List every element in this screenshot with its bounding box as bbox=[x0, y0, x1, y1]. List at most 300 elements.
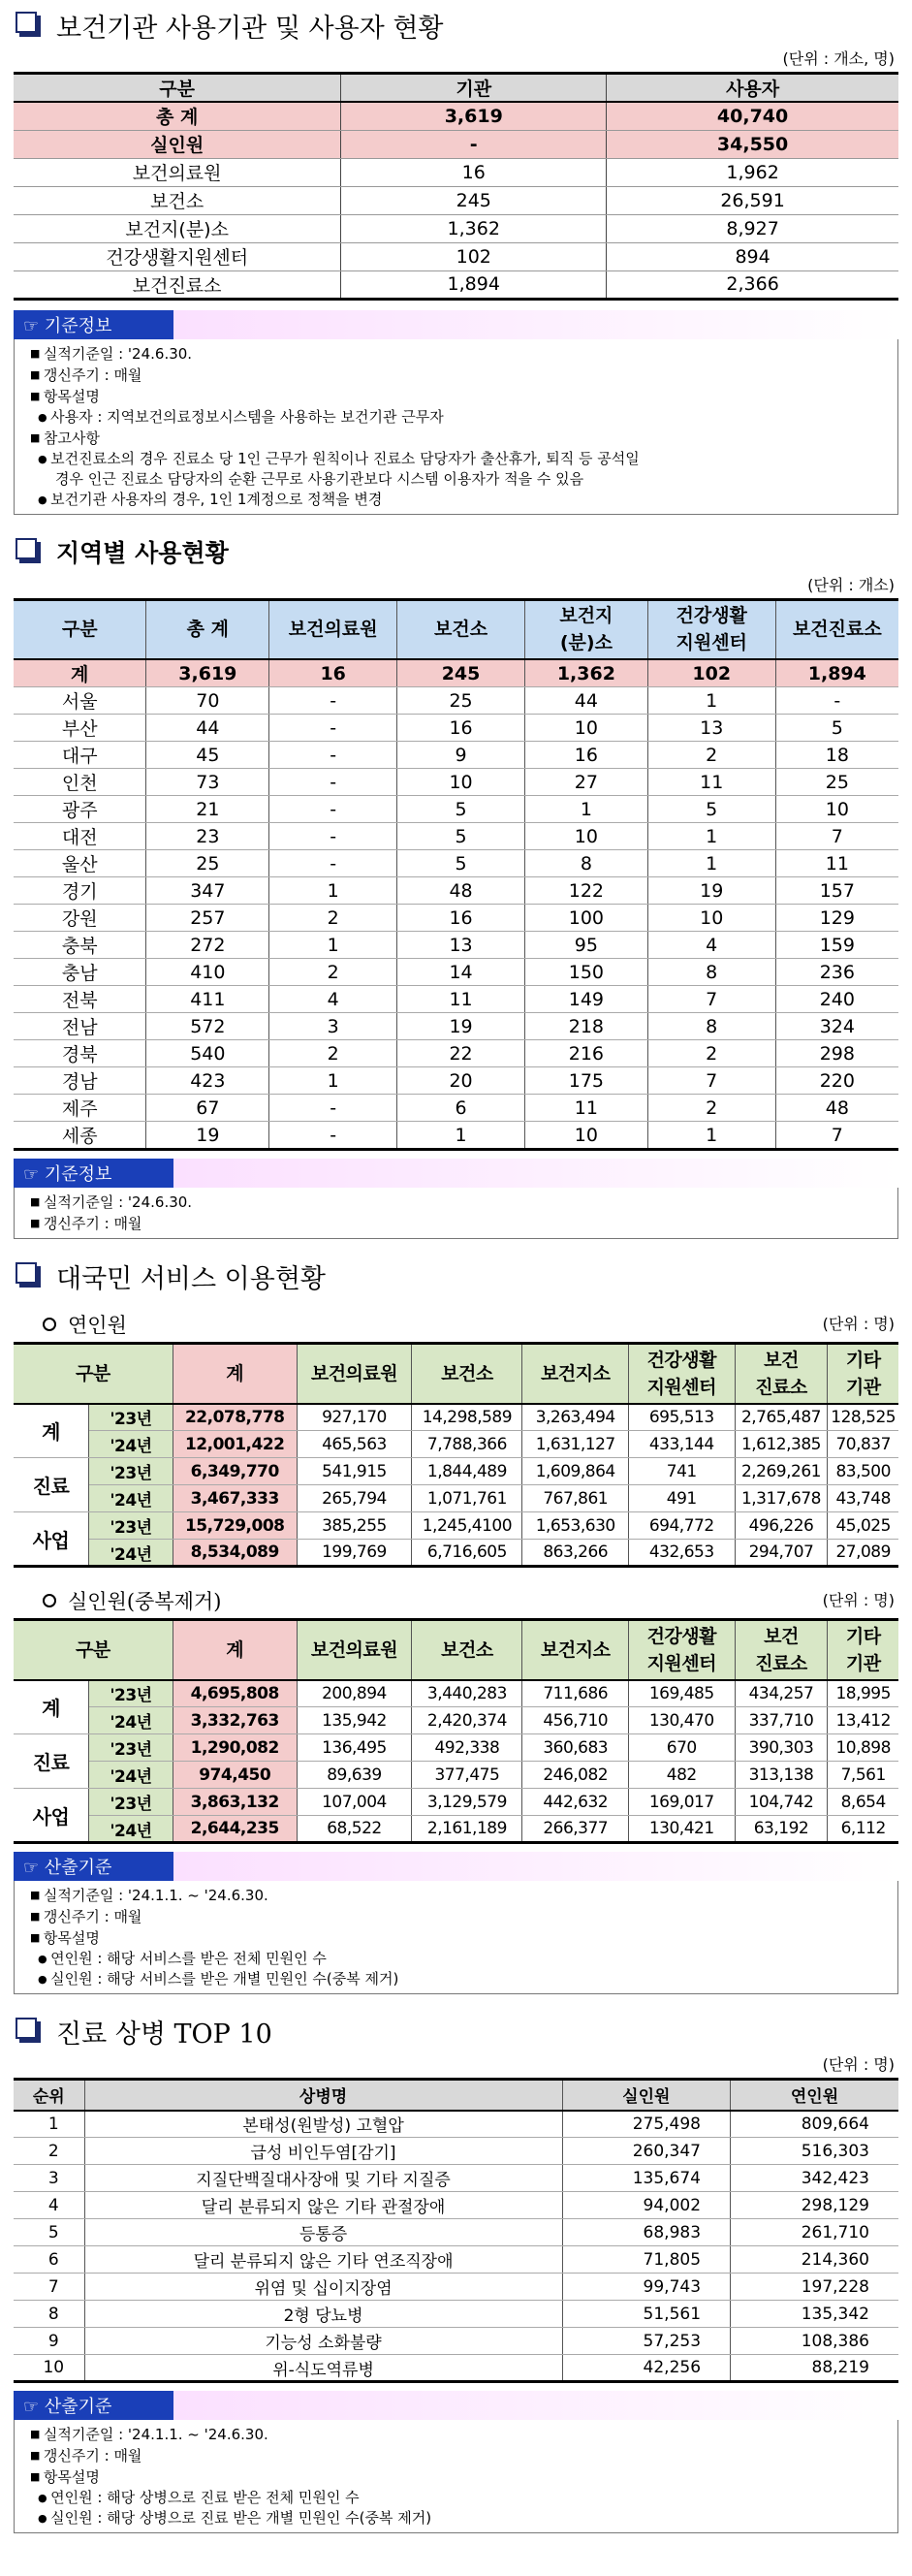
cell: 6,716,605 bbox=[412, 1540, 522, 1567]
cell: 1 bbox=[524, 796, 647, 823]
cell: 8 bbox=[14, 2301, 84, 2328]
year-label: '24년 bbox=[89, 1762, 173, 1789]
cell: - bbox=[269, 1122, 397, 1150]
info-line: ■ 실적기준일 : '24.1.1. ~ '24.6.30. bbox=[28, 2424, 892, 2445]
region-label: 전북 bbox=[14, 986, 146, 1013]
header-cell: 건강생활 지원센터 bbox=[629, 1620, 736, 1680]
disease-name: 위-식도역류병 bbox=[84, 2355, 562, 2382]
cell: 3,440,283 bbox=[412, 1680, 522, 1707]
cell: 298 bbox=[775, 1040, 898, 1067]
cell: 25 bbox=[775, 769, 898, 796]
table-header-row bbox=[14, 1620, 898, 1680]
square-marker-icon bbox=[16, 538, 43, 565]
pointing-hand-icon: ☞ bbox=[23, 1164, 45, 1185]
table-row bbox=[14, 214, 898, 242]
cell: 16 bbox=[397, 905, 525, 932]
header-cell: 상병명 bbox=[84, 2080, 562, 2111]
cell: 94,002 bbox=[562, 2192, 730, 2219]
cell: 88,219 bbox=[731, 2355, 898, 2382]
cell: 1,894 bbox=[775, 659, 898, 687]
cell: 16 bbox=[524, 742, 647, 769]
header-cell: 계 bbox=[173, 1344, 297, 1404]
cell: 8,534,089 bbox=[173, 1540, 297, 1567]
row-label: 보건의료원 bbox=[14, 158, 341, 186]
cell: 432,653 bbox=[629, 1540, 736, 1567]
cell: 169,017 bbox=[629, 1789, 736, 1816]
header-cell: 보건지소 bbox=[522, 1620, 629, 1680]
cell: 3,129,579 bbox=[412, 1789, 522, 1816]
section-title-text: 지역별 사용현황 bbox=[56, 538, 229, 567]
cell: 1 bbox=[269, 877, 397, 905]
cell: 1 bbox=[269, 1067, 397, 1095]
disease-name: 급성 비인두염[감기] bbox=[84, 2138, 562, 2165]
pointing-hand-icon: ☞ bbox=[23, 2397, 45, 2417]
disease-name: 지질단백질대사장애 및 기타 지질증 bbox=[84, 2165, 562, 2192]
cell: 4 bbox=[14, 2192, 84, 2219]
table-row bbox=[14, 2138, 898, 2165]
cell: 10 bbox=[524, 715, 647, 742]
cell: 159 bbox=[775, 932, 898, 959]
info-line: ● 보건진료소의 경우 진료소 당 1인 근무가 원칙이나 진료소 담당자가 출산휴가, 퇴직 등 공석일 bbox=[28, 449, 892, 469]
cell: 200,894 bbox=[297, 1680, 412, 1707]
cell: 21 bbox=[146, 796, 269, 823]
cell: 894 bbox=[607, 242, 898, 270]
cell: - bbox=[269, 1095, 397, 1122]
cell: 1 bbox=[647, 1122, 775, 1150]
cell: 347 bbox=[146, 877, 269, 905]
info-tab bbox=[14, 1159, 173, 1188]
info-line: ● 연인원 : 해당 상병으로 진료 받은 전체 민원인 수 bbox=[28, 2488, 892, 2508]
info-box-1 bbox=[14, 310, 898, 515]
cell: 410 bbox=[146, 959, 269, 986]
cell: 7,561 bbox=[828, 1762, 898, 1789]
cell: 540 bbox=[146, 1040, 269, 1067]
table-row bbox=[14, 2355, 898, 2382]
cell: 2,644,235 bbox=[173, 1816, 297, 1843]
unit-label: (단위 : 개소, 명) bbox=[782, 49, 895, 68]
cell: 1 bbox=[397, 1122, 525, 1150]
table-row bbox=[14, 158, 898, 186]
cell: 2 bbox=[647, 1095, 775, 1122]
year-label: '23년 bbox=[89, 1680, 173, 1707]
table-row bbox=[14, 1067, 898, 1095]
header-cell: 계 bbox=[173, 1620, 297, 1680]
cell: 70 bbox=[146, 687, 269, 715]
disease-name: 달리 분류되지 않은 기타 관절장애 bbox=[84, 2192, 562, 2219]
cell: - bbox=[269, 687, 397, 715]
table-header-row bbox=[14, 599, 898, 659]
cell: 2,366 bbox=[607, 270, 898, 299]
header-cell: 구분 bbox=[14, 1620, 173, 1680]
cell: 1,844,489 bbox=[412, 1458, 522, 1485]
cell: 516,303 bbox=[731, 2138, 898, 2165]
disease-name: 위염 및 십이지장염 bbox=[84, 2274, 562, 2301]
header-cell: 보건 진료소 bbox=[735, 1344, 828, 1404]
cell: 695,513 bbox=[629, 1404, 736, 1431]
row-label: 보건소 bbox=[14, 186, 341, 214]
cell: 22,078,778 bbox=[173, 1404, 297, 1431]
section-title-text: 보건기관 사용기관 및 사용자 현황 bbox=[56, 13, 444, 44]
header-cell: 건강생활 지원센터 bbox=[629, 1344, 736, 1404]
cell: 68,983 bbox=[562, 2219, 730, 2246]
cell: 767,861 bbox=[522, 1485, 629, 1512]
region-label: 충남 bbox=[14, 959, 146, 986]
cell: 89,639 bbox=[297, 1762, 412, 1789]
group-label: 진료 bbox=[14, 1734, 89, 1789]
cell: 15,729,008 bbox=[173, 1512, 297, 1540]
cell: 129 bbox=[775, 905, 898, 932]
cell: 10,898 bbox=[828, 1734, 898, 1762]
cell: 135,674 bbox=[562, 2165, 730, 2192]
year-label: '24년 bbox=[89, 1431, 173, 1458]
cell: 40,740 bbox=[607, 102, 898, 130]
cell: 150 bbox=[524, 959, 647, 986]
cell: 34,550 bbox=[607, 130, 898, 158]
cell: 313,138 bbox=[735, 1762, 828, 1789]
cell: 128,525 bbox=[828, 1404, 898, 1431]
regional-usage-table bbox=[14, 598, 898, 1152]
cell: 456,710 bbox=[522, 1707, 629, 1734]
cell: 175 bbox=[524, 1067, 647, 1095]
info-line: ● 실인원 : 해당 서비스를 받은 개별 민원인 수(중복 제거) bbox=[28, 1969, 892, 1989]
subtitle-annual-count: 연인원 bbox=[14, 1307, 127, 1342]
top10-disease-table bbox=[14, 2078, 898, 2383]
table-row bbox=[14, 769, 898, 796]
cell: 9 bbox=[14, 2328, 84, 2355]
cell: 70,837 bbox=[828, 1431, 898, 1458]
table-row bbox=[14, 1680, 898, 1707]
cell: 390,303 bbox=[735, 1734, 828, 1762]
cell: - bbox=[269, 769, 397, 796]
cell: 19 bbox=[397, 1013, 525, 1040]
row-label: 실인원 bbox=[14, 130, 341, 158]
cell: 6,112 bbox=[828, 1816, 898, 1843]
table-row bbox=[14, 932, 898, 959]
cell: 1,362 bbox=[341, 214, 607, 242]
section-title-text: 대국민 서비스 이용현황 bbox=[56, 1263, 326, 1294]
header-cell: 보건 진료소 bbox=[735, 1620, 828, 1680]
section-title-3 bbox=[14, 1255, 898, 1297]
info-line: ■ 갱신주기 : 매월 bbox=[28, 1213, 892, 1234]
info-tab-label: 기준정보 bbox=[44, 315, 112, 336]
group-label: 계 bbox=[14, 1680, 89, 1734]
table-row bbox=[14, 796, 898, 823]
cell: 136,495 bbox=[297, 1734, 412, 1762]
cell: 10 bbox=[647, 905, 775, 932]
cell: 377,475 bbox=[412, 1762, 522, 1789]
region-label: 서울 bbox=[14, 687, 146, 715]
table-row bbox=[14, 959, 898, 986]
header-cell: 기타 기관 bbox=[828, 1344, 898, 1404]
table-row bbox=[14, 1540, 898, 1567]
region-label: 전남 bbox=[14, 1013, 146, 1040]
cell: - bbox=[269, 796, 397, 823]
cell: 14 bbox=[397, 959, 525, 986]
table-row bbox=[14, 2301, 898, 2328]
header-cell: 보건의료원 bbox=[297, 1620, 412, 1680]
square-marker-icon bbox=[16, 2018, 43, 2045]
info-tab-label: 산출기준 bbox=[44, 2397, 112, 2417]
cell: 107,004 bbox=[297, 1789, 412, 1816]
year-label: '23년 bbox=[89, 1512, 173, 1540]
table-row bbox=[14, 130, 898, 158]
cell: 197,228 bbox=[731, 2274, 898, 2301]
cell: 5 bbox=[397, 823, 525, 850]
cell: 261,710 bbox=[731, 2219, 898, 2246]
table-row bbox=[14, 1013, 898, 1040]
cell: 26,591 bbox=[607, 186, 898, 214]
header-cell: 구분 bbox=[14, 74, 341, 103]
cell: 974,450 bbox=[173, 1762, 297, 1789]
cell: 10 bbox=[775, 796, 898, 823]
cell: 199,769 bbox=[297, 1540, 412, 1567]
cell: 3,619 bbox=[341, 102, 607, 130]
table-row bbox=[14, 1404, 898, 1431]
cell: 27,089 bbox=[828, 1540, 898, 1567]
cell: 2,765,487 bbox=[735, 1404, 828, 1431]
cell: 149 bbox=[524, 986, 647, 1013]
group-label: 사업 bbox=[14, 1512, 89, 1567]
group-label: 계 bbox=[14, 1404, 89, 1458]
cell: 5 bbox=[647, 796, 775, 823]
cell: 342,423 bbox=[731, 2165, 898, 2192]
info-line: ■ 갱신주기 : 매월 bbox=[28, 1906, 892, 1927]
info-tab-label: 산출기준 bbox=[44, 1858, 112, 1878]
disease-name: 기능성 소화불량 bbox=[84, 2328, 562, 2355]
cell: 2 bbox=[269, 905, 397, 932]
cell: 16 bbox=[397, 715, 525, 742]
pointing-hand-icon: ☞ bbox=[23, 315, 45, 336]
cell: 22 bbox=[397, 1040, 525, 1067]
region-label: 울산 bbox=[14, 850, 146, 877]
cell: 45,025 bbox=[828, 1512, 898, 1540]
unit-label: (단위 : 명) bbox=[822, 1591, 895, 1609]
region-label: 대전 bbox=[14, 823, 146, 850]
info-line: ■ 갱신주기 : 매월 bbox=[28, 365, 892, 386]
cell: 68,522 bbox=[297, 1816, 412, 1843]
cell: 1,612,385 bbox=[735, 1431, 828, 1458]
cell: 13 bbox=[397, 932, 525, 959]
cell: - bbox=[341, 130, 607, 158]
info-tab bbox=[14, 2391, 173, 2420]
region-label: 제주 bbox=[14, 1095, 146, 1122]
info-line: ● 보건기관 사용자의 경우, 1인 1계정으로 정책을 변경 bbox=[28, 490, 892, 510]
cell: 108,386 bbox=[731, 2328, 898, 2355]
cell: 216 bbox=[524, 1040, 647, 1067]
cell: 272 bbox=[146, 932, 269, 959]
cell: 19 bbox=[647, 877, 775, 905]
subtitle-unique-count: 실인원(중복제거) bbox=[14, 1583, 221, 1618]
info-tab-label: 기준정보 bbox=[44, 1164, 112, 1185]
cell: 2,269,261 bbox=[735, 1458, 828, 1485]
header-cell: 순위 bbox=[14, 2080, 84, 2111]
cell: 492,338 bbox=[412, 1734, 522, 1762]
cell: 294,707 bbox=[735, 1540, 828, 1567]
cell: 465,563 bbox=[297, 1431, 412, 1458]
header-cell: 기관 bbox=[341, 74, 607, 103]
cell: 2,420,374 bbox=[412, 1707, 522, 1734]
cell: 220 bbox=[775, 1067, 898, 1095]
cell: 2 bbox=[647, 742, 775, 769]
cell: 236 bbox=[775, 959, 898, 986]
info-line: ● 사용자 : 지역보건의료정보시스템을 사용하는 보건기관 근무자 bbox=[28, 407, 892, 428]
cell: 25 bbox=[146, 850, 269, 877]
year-label: '24년 bbox=[89, 1816, 173, 1843]
header-cell: 연인원 bbox=[731, 2080, 898, 2111]
cell: 3,467,333 bbox=[173, 1485, 297, 1512]
region-label: 부산 bbox=[14, 715, 146, 742]
table-row bbox=[14, 1040, 898, 1067]
table-header-row bbox=[14, 2080, 898, 2111]
cell: 385,255 bbox=[297, 1512, 412, 1540]
row-label: 보건진료소 bbox=[14, 270, 341, 299]
cell: 7 bbox=[647, 986, 775, 1013]
cell: 3,263,494 bbox=[522, 1404, 629, 1431]
cell: 433,144 bbox=[629, 1431, 736, 1458]
info-line: ■ 갱신주기 : 매월 bbox=[28, 2445, 892, 2466]
cell: 2 bbox=[14, 2138, 84, 2165]
region-label: 대구 bbox=[14, 742, 146, 769]
service-unique-table bbox=[14, 1618, 898, 1844]
cell: 411 bbox=[146, 986, 269, 1013]
cell: 5 bbox=[14, 2219, 84, 2246]
info-box-2 bbox=[14, 1159, 898, 1239]
institution-user-table bbox=[14, 72, 898, 301]
disease-name: 등통증 bbox=[84, 2219, 562, 2246]
cell: - bbox=[775, 687, 898, 715]
cell: 104,742 bbox=[735, 1789, 828, 1816]
cell: 496,226 bbox=[735, 1512, 828, 1540]
row-label: 총 계 bbox=[14, 102, 341, 130]
cell: 43,748 bbox=[828, 1485, 898, 1512]
cell: 20 bbox=[397, 1067, 525, 1095]
info-line: 경우 인근 진료소 담당자의 순환 근무로 사용기관보다 시스템 이용자가 적을 수 있음 bbox=[55, 469, 584, 488]
service-annual-table bbox=[14, 1342, 898, 1568]
cell: 2 bbox=[269, 1040, 397, 1067]
cell: 4 bbox=[647, 932, 775, 959]
cell: 95 bbox=[524, 932, 647, 959]
cell: 8,927 bbox=[607, 214, 898, 242]
cell: 260,347 bbox=[562, 2138, 730, 2165]
table-row bbox=[14, 1789, 898, 1816]
cell: 1 bbox=[14, 2111, 84, 2138]
table-row bbox=[14, 850, 898, 877]
table-row bbox=[14, 2246, 898, 2274]
cell: 73 bbox=[146, 769, 269, 796]
cell: 7 bbox=[775, 1122, 898, 1150]
region-label: 계 bbox=[14, 659, 146, 687]
cell: 3,619 bbox=[146, 659, 269, 687]
info-line: ■ 실적기준일 : '24.6.30. bbox=[28, 343, 892, 365]
table-header-row bbox=[14, 1344, 898, 1404]
cell: 2 bbox=[647, 1040, 775, 1067]
year-label: '23년 bbox=[89, 1734, 173, 1762]
cell: 169,485 bbox=[629, 1680, 736, 1707]
table-row bbox=[14, 687, 898, 715]
cell: 240 bbox=[775, 986, 898, 1013]
cell: 711,686 bbox=[522, 1680, 629, 1707]
table-row bbox=[14, 986, 898, 1013]
cell: 11 bbox=[647, 769, 775, 796]
cell: 45 bbox=[146, 742, 269, 769]
cell: 257 bbox=[146, 905, 269, 932]
cell: 275,498 bbox=[562, 2111, 730, 2138]
cell: 7 bbox=[14, 2274, 84, 2301]
cell: 51,561 bbox=[562, 2301, 730, 2328]
cell: 19 bbox=[146, 1122, 269, 1150]
cell: 6 bbox=[14, 2246, 84, 2274]
cell: 13,412 bbox=[828, 1707, 898, 1734]
table-row bbox=[14, 1485, 898, 1512]
cell: 7 bbox=[647, 1067, 775, 1095]
cell: 18 bbox=[775, 742, 898, 769]
group-label: 진료 bbox=[14, 1458, 89, 1512]
square-marker-icon bbox=[16, 12, 43, 39]
cell: 572 bbox=[146, 1013, 269, 1040]
cell: 694,772 bbox=[629, 1512, 736, 1540]
table-row bbox=[14, 1095, 898, 1122]
table-row bbox=[14, 905, 898, 932]
info-line: ■ 실적기준일 : '24.1.1. ~ '24.6.30. bbox=[28, 1885, 892, 1906]
cell: 14,298,589 bbox=[412, 1404, 522, 1431]
cell: 7,788,366 bbox=[412, 1431, 522, 1458]
cell: 23 bbox=[146, 823, 269, 850]
info-line: ■ 참고사항 bbox=[28, 428, 892, 449]
info-line: ■ 항목설명 bbox=[28, 2466, 892, 2488]
cell: 122 bbox=[524, 877, 647, 905]
cell: 25 bbox=[397, 687, 525, 715]
header-cell: 총 계 bbox=[146, 599, 269, 659]
cell: 298,129 bbox=[731, 2192, 898, 2219]
table-row bbox=[14, 2274, 898, 2301]
section-title-text: 진료 상병 TOP 10 bbox=[56, 2019, 272, 2050]
table-row bbox=[14, 1512, 898, 1540]
table-row bbox=[14, 2111, 898, 2138]
group-label: 사업 bbox=[14, 1789, 89, 1843]
table-row bbox=[14, 2219, 898, 2246]
cell: 1 bbox=[269, 932, 397, 959]
cell: 10 bbox=[524, 823, 647, 850]
cell: 135,942 bbox=[297, 1707, 412, 1734]
section-title-1 bbox=[14, 4, 898, 47]
cell: 1,362 bbox=[524, 659, 647, 687]
info-box-4 bbox=[14, 2391, 898, 2533]
cell: 18,995 bbox=[828, 1680, 898, 1707]
region-label: 경북 bbox=[14, 1040, 146, 1067]
cell: 266,377 bbox=[522, 1816, 629, 1843]
header-cell: 사용자 bbox=[607, 74, 898, 103]
disease-name: 달리 분류되지 않은 기타 연조직장애 bbox=[84, 2246, 562, 2274]
cell: 1,245,4100 bbox=[412, 1512, 522, 1540]
table-row bbox=[14, 102, 898, 130]
table-row bbox=[14, 1762, 898, 1789]
table-row bbox=[14, 877, 898, 905]
region-label: 강원 bbox=[14, 905, 146, 932]
cell: 482 bbox=[629, 1762, 736, 1789]
square-marker-icon bbox=[16, 1262, 43, 1289]
info-line: ● 연인원 : 해당 서비스를 받은 전체 민원인 수 bbox=[28, 1949, 892, 1969]
table-row bbox=[14, 1431, 898, 1458]
section-title-4 bbox=[14, 2010, 898, 2052]
cell: 1,962 bbox=[607, 158, 898, 186]
year-label: '23년 bbox=[89, 1404, 173, 1431]
cell: 1,071,761 bbox=[412, 1485, 522, 1512]
region-label: 충북 bbox=[14, 932, 146, 959]
cell: 10 bbox=[524, 1122, 647, 1150]
cell: 434,257 bbox=[735, 1680, 828, 1707]
header-cell: 보건의료원 bbox=[297, 1344, 412, 1404]
header-cell: 보건지 (분)소 bbox=[524, 599, 647, 659]
